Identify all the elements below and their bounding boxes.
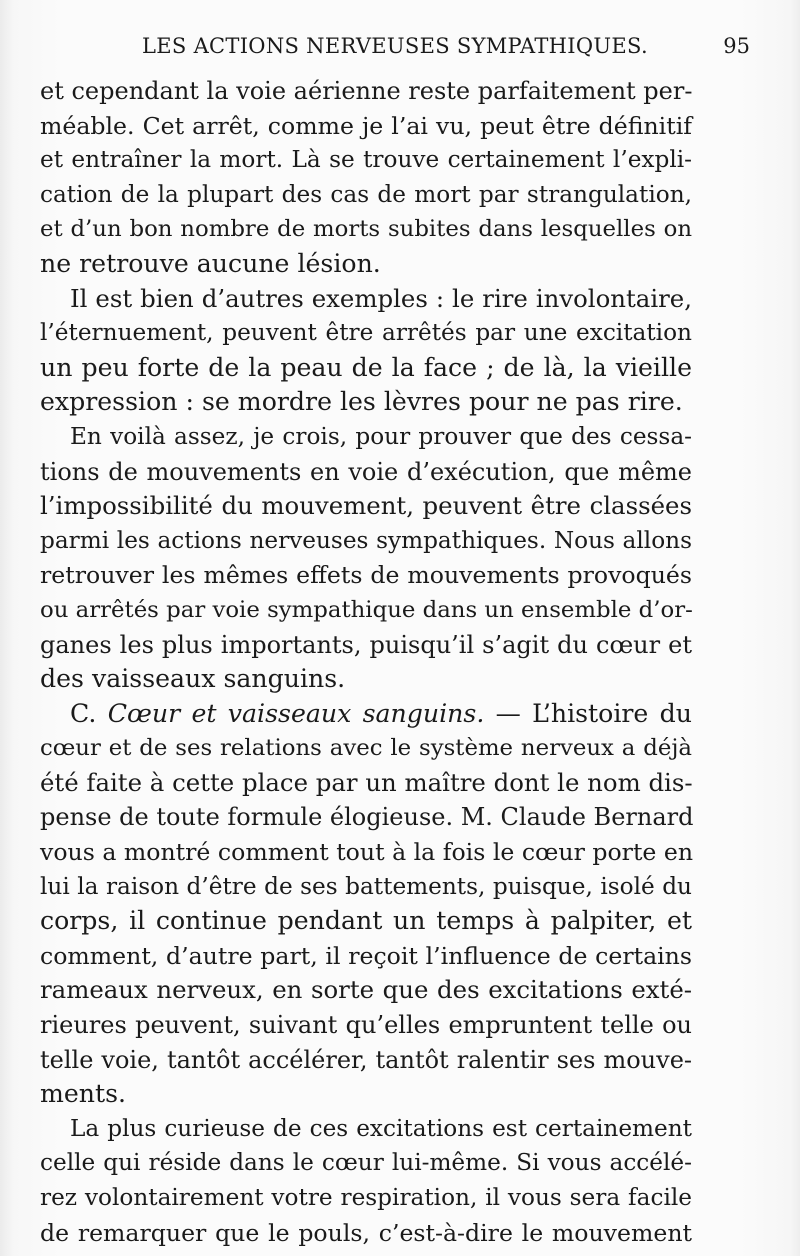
- text-line: et entraîner la mort. Là se trouve certainement l’expli-: [40, 146, 692, 174]
- text-line: et d’un bon nombre de morts subites dans lesquelles on: [40, 216, 692, 243]
- text-line: été faite à cette place par un maître dont le nom dis-: [40, 767, 693, 797]
- text-line: rez volontairement votre respiration, il vous sera facile: [40, 1184, 692, 1211]
- text-line: ou arrêtés par voie sympathique dans un ensemble d’or-: [40, 596, 693, 623]
- text-line: ne retrouve aucune lésion.: [40, 248, 381, 278]
- text-line: expression : se mordre les lèvres pour ne pas rire.: [40, 387, 683, 417]
- body-text: [40, 74, 692, 1250]
- text-line: cœur et de ses relations avec le système nerveux a déjà: [40, 735, 692, 762]
- text-line: ments.: [40, 1079, 127, 1109]
- text-line: rieures peuvent, suivant qu’elles empruntent telle ou: [40, 1011, 692, 1040]
- text-line: parmi les actions nerveuses sympathiques. Nous allons: [40, 526, 692, 554]
- text-line: de remarquer que le pouls, c’est-à-dire le mouvement: [40, 1218, 692, 1247]
- text-line: un peu forte de la peau de la face ; de là, la vieille: [40, 352, 692, 382]
- text-line: cation de la plupart des cas de mort par strangulation,: [40, 180, 692, 208]
- text-line: pense de toute formule élogieuse. M. Claude Bernard: [40, 803, 694, 832]
- text-line: l’impossibilité du mouvement, peuvent être classées: [40, 491, 692, 521]
- text-line: méable. Cet arrêt, comme je l’ai vu, peut être définitif: [40, 111, 692, 140]
- text-line: ganes les plus importants, puisqu’il s’agit du cœur et: [40, 630, 692, 659]
- page-number: 95: [723, 34, 750, 58]
- text-line: celle qui réside dans le cœur lui-même. Si vous accélé-: [40, 1149, 692, 1177]
- section-heading-line: [40, 697, 692, 732]
- text-line: telle voie, tantôt accélérer, tantôt ralentir ses mouve-: [40, 1045, 692, 1074]
- text-line: des vaisseaux sanguins.: [40, 664, 346, 694]
- text-line: comment, d’autre part, il reçoit l’influence de certains: [40, 941, 692, 970]
- paragraph-start-line: En voilà assez, je crois, pour prouver que des cessa-: [70, 422, 692, 450]
- text-line: l’éternuement, peuvent être arrêtés par une excitation: [40, 319, 692, 347]
- section-lead-text: — L’histoire du: [484, 698, 693, 728]
- running-header: [40, 30, 750, 66]
- section-letter: C.: [70, 698, 108, 728]
- paragraph-start-line: Il est bien d’autres exemples : le rire involontaire,: [70, 283, 692, 313]
- text-line: retrouver les mêmes effets de mouvements provoqués: [40, 561, 692, 590]
- text-line: lui la raison d’être de ses battements, puisque, isolé du: [40, 872, 692, 900]
- paragraph-start-line: La plus curieuse de ces excitations est certainement: [70, 1114, 692, 1142]
- text-line: tions de mouvements en voie d’exécution, que même: [40, 457, 692, 486]
- text-line: corps, il continue pendant un temps à palpiter, et: [40, 906, 692, 936]
- text-line: et cependant la voie aérienne reste parfaitement per-: [40, 77, 693, 105]
- text-line: rameaux nerveux, en sorte que des excitations exté-: [40, 975, 692, 1005]
- running-title: LES ACTIONS NERVEUSES SYMPATHIQUES.: [142, 34, 648, 58]
- section-title: Cœur et vaisseaux sanguins.: [107, 698, 485, 728]
- text-line: vous a montré comment tout à la fois le cœur porte en: [40, 838, 694, 867]
